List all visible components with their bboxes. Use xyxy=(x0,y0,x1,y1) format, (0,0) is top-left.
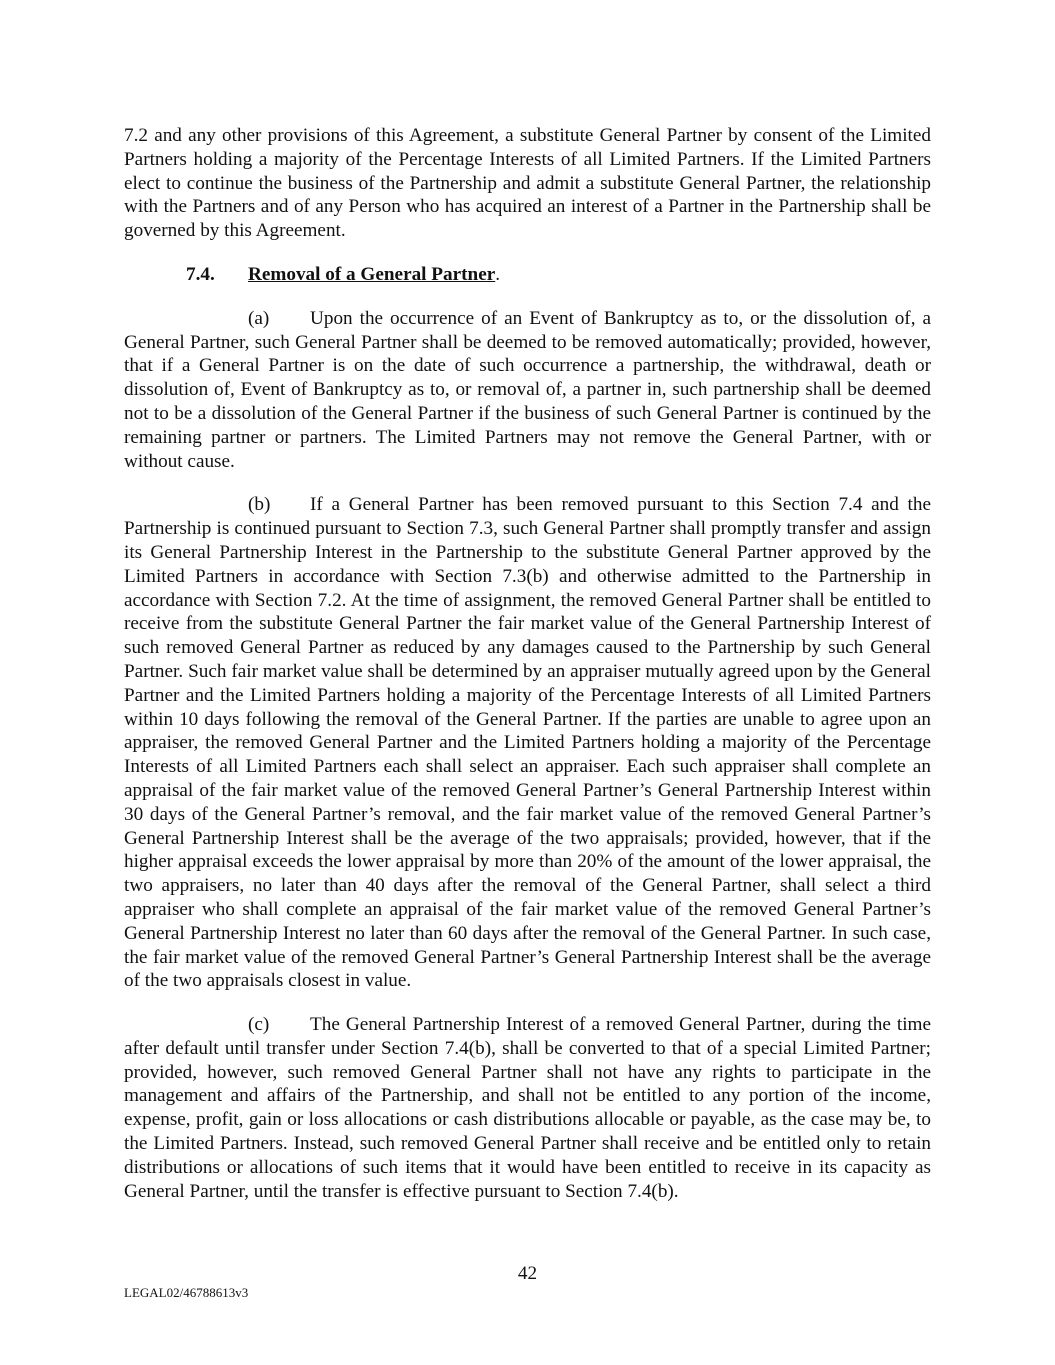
section-title-suffix: . xyxy=(495,263,501,285)
paragraph-a xyxy=(124,307,931,474)
page-number: 42 xyxy=(517,1263,538,1284)
section-title: Removal of a General Partner xyxy=(248,263,496,285)
paragraph-b-text: If a General Partner has been removed pursuant to this Section 7.4 and the Partnership is continued pursuant to Section 7.3, such General Partner shall promptly transfer and assign its General Partnership Interest in the Partnership to the substitute General Partner approved by the Limited Partners in accordance with Section 7.3(b) and otherwise admitted to the Partnership in accordance with Section 7.2. At the time of assignment, the removed General Partner shall be entitled to receive from the substitute General Partner the fair market value of the General Partnership Interest of such removed General Partner as reduced by any damages caused to the Partnership by such General Partner. Such fair market value shall be determined by an appraiser mutually agreed upon by the General Partner and the Limited Partners holding a majority of the Percentage Interests of all Limited Partners within 10 days following the removal of the General Partner. If the parties are unable to agree upon an appraiser, the removed General Partner and the Limited Partners holding a majority of the Percentage Interests of all Limited Partners each shall select an appraiser. Each such appraiser shall complete an appraisal of the fair market value of the removed General Partner’s General Partnership Interest within 30 days of the General Partner’s removal, and the fair market value of the removed General Partner’s General Partnership Interest shall be the average of the two appraisals; provided, however, that if the higher appraisal exceeds the lower appraisal by more than 20% of the amount of the lower appraisal, the two appraisers, no later than 40 days after the removal of the General Partner, shall select a third appraiser who shall complete an appraisal of the fair market value of the removed General Partner’s General Partnership Interest no later than 60 days after the removal of the General Partner. In such case, the fair market value of the removed General Partner’s General Partnership Interest shall be the average of the two appraisals closest in value. xyxy=(124,494,931,992)
paragraph-b-label: (b) xyxy=(248,494,271,516)
paragraph-b xyxy=(124,493,931,993)
intro-paragraph: 7.2 and any other provisions of this Agreement, a substitute General Partner by consent of the Limited Partners holding a majority of the Percentage Interests of all Limited Partners. If the Limited Partners elect to continue the business of the Partnership and admit a substitute General Partner, the relationship with the Partners and of any Person who has acquired an interest of a Partner in the Partnership shall be governed by this Agreement. xyxy=(124,125,931,242)
paragraph-a-text: Upon the occurrence of an Event of Bankruptcy as to, or the dissolution of, a General Partner, such General Partner shall be deemed to be removed automatically; provided, however, that if a General Partner is on the date of such occurrence a partnership, the withdrawal, death or dissolution of, Event of Bankruptcy as to, or removal of, a partner in, such partnership shall be deemed not to be a dissolution of the General Partner if the business of such General Partner is continued by the remaining partner or partners. The Limited Partners may not remove the General Partner, with or without cause. xyxy=(124,307,931,472)
footer-document-id: LEGAL02/46788613v3 xyxy=(124,1285,249,1300)
paragraph-c xyxy=(124,1013,931,1203)
section-heading xyxy=(124,263,931,287)
paragraph-a-label: (a) xyxy=(248,307,270,329)
paragraph-c-text: The General Partnership Interest of a removed General Partner, during the time after default until transfer under Section 7.4(b), shall be converted to that of a special Limited Partner; provided, however, such removed General Partner shall not have any rights to participate in the management and affairs of the Partnership, and shall not be entitled to any portion of the income, expense, profit, gain or loss allocations or cash distributions allocable or payable, as the case may be, to the Limited Partners. Instead, such removed General Partner shall receive and be entitled only to retain distributions or allocations of such items that it would have been entitled to receive in its capacity as General Partner, until the transfer is effective pursuant to Section 7.4(b). xyxy=(124,1014,931,1202)
paragraph-c-label: (c) xyxy=(248,1014,270,1036)
section-number: 7.4. xyxy=(186,263,215,285)
document-page xyxy=(124,124,931,1203)
